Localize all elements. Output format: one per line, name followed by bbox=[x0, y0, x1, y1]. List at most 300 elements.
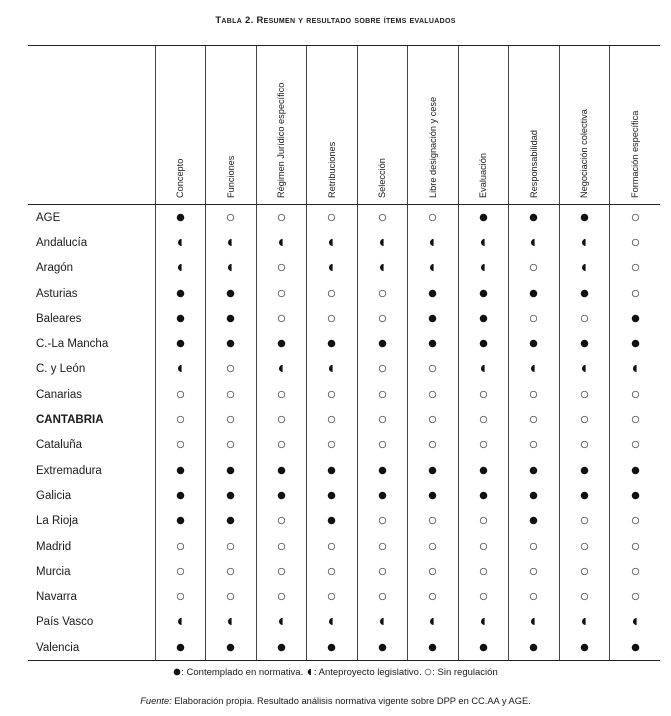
column-header bbox=[206, 46, 257, 205]
status-cell bbox=[610, 230, 661, 255]
full-circle-icon bbox=[226, 462, 235, 471]
status-cell bbox=[155, 610, 206, 635]
empty-circle-icon bbox=[580, 588, 589, 597]
table-row bbox=[28, 407, 660, 432]
status-cell bbox=[357, 357, 408, 382]
status-cell bbox=[610, 635, 661, 661]
legend bbox=[0, 667, 671, 678]
empty-circle-icon bbox=[428, 512, 437, 521]
row-label: Murcia bbox=[36, 565, 71, 578]
empty-circle-icon bbox=[631, 512, 640, 521]
status-cell bbox=[256, 584, 307, 609]
status-cell bbox=[408, 509, 459, 534]
status-cell bbox=[155, 433, 206, 458]
status-cell bbox=[206, 584, 257, 609]
table-row bbox=[28, 610, 660, 635]
full-circle-icon bbox=[529, 512, 538, 521]
empty-circle-icon bbox=[428, 588, 437, 597]
empty-circle-icon bbox=[277, 386, 286, 395]
status-cell bbox=[458, 635, 509, 661]
status-cell bbox=[155, 559, 206, 584]
empty-circle-icon bbox=[479, 538, 488, 547]
column-header-label: Formación específica bbox=[630, 110, 640, 198]
empty-circle-icon bbox=[378, 588, 387, 597]
status-cell bbox=[206, 534, 257, 559]
empty-circle-icon bbox=[378, 285, 387, 294]
empty-circle-icon bbox=[631, 436, 640, 445]
half-circle-icon bbox=[226, 234, 235, 243]
status-cell bbox=[357, 230, 408, 255]
legend-half-mark bbox=[306, 668, 314, 676]
half-circle-icon bbox=[580, 613, 589, 622]
status-cell bbox=[458, 509, 509, 534]
status-cell bbox=[155, 509, 206, 534]
table-row bbox=[28, 281, 660, 306]
empty-circle-icon bbox=[378, 563, 387, 572]
status-cell bbox=[408, 483, 459, 508]
column-header bbox=[155, 46, 206, 205]
status-cell bbox=[357, 407, 408, 432]
status-cell bbox=[206, 433, 257, 458]
status-cell bbox=[509, 382, 560, 407]
table-row bbox=[28, 635, 660, 661]
half-circle-icon bbox=[277, 234, 286, 243]
half-circle-icon bbox=[176, 259, 185, 268]
empty-circle-icon bbox=[428, 563, 437, 572]
row-label: Baleares bbox=[36, 312, 82, 325]
empty-circle-icon bbox=[378, 310, 387, 319]
table-row bbox=[28, 559, 660, 584]
status-cell bbox=[155, 281, 206, 306]
status-cell bbox=[256, 635, 307, 661]
empty-circle-icon bbox=[226, 209, 235, 218]
status-cell bbox=[509, 205, 560, 231]
full-circle-icon bbox=[176, 335, 185, 344]
empty-circle-icon bbox=[580, 310, 589, 319]
status-cell bbox=[458, 230, 509, 255]
status-cell bbox=[559, 306, 610, 331]
half-circle-icon bbox=[428, 613, 437, 622]
full-circle-icon bbox=[428, 310, 437, 319]
status-cell bbox=[610, 331, 661, 356]
empty-circle-icon bbox=[428, 436, 437, 445]
status-cell bbox=[357, 382, 408, 407]
status-cell bbox=[610, 584, 661, 609]
column-header bbox=[408, 46, 459, 205]
half-circle-icon bbox=[327, 613, 336, 622]
status-cell bbox=[256, 559, 307, 584]
full-circle-icon bbox=[226, 512, 235, 521]
status-cell bbox=[256, 458, 307, 483]
status-cell bbox=[509, 357, 560, 382]
status-cell bbox=[357, 331, 408, 356]
empty-circle-icon bbox=[327, 411, 336, 420]
half-circle-icon bbox=[176, 234, 185, 243]
status-cell bbox=[357, 509, 408, 534]
row-label: La Rioja bbox=[36, 515, 79, 528]
row-label: CANTABRIA bbox=[36, 414, 104, 427]
status-cell bbox=[458, 584, 509, 609]
empty-circle-icon bbox=[428, 360, 437, 369]
full-circle-icon bbox=[479, 335, 488, 344]
status-cell bbox=[610, 306, 661, 331]
status-cell bbox=[206, 230, 257, 255]
column-header-label: Selección bbox=[377, 158, 388, 198]
status-cell bbox=[559, 357, 610, 382]
status-cell bbox=[610, 357, 661, 382]
status-cell bbox=[458, 458, 509, 483]
status-cell bbox=[559, 256, 610, 281]
half-circle-icon bbox=[631, 613, 640, 622]
full-circle-icon bbox=[529, 209, 538, 218]
row-label: Aragón bbox=[36, 262, 74, 275]
empty-circle-icon bbox=[580, 512, 589, 521]
full-circle-icon bbox=[327, 512, 336, 521]
empty-circle-icon bbox=[529, 411, 538, 420]
status-cell bbox=[256, 256, 307, 281]
empty-circle-icon bbox=[529, 538, 538, 547]
status-cell bbox=[206, 331, 257, 356]
full-circle-icon bbox=[529, 639, 538, 648]
empty-circle-icon bbox=[580, 411, 589, 420]
empty-circle-icon bbox=[277, 285, 286, 294]
status-cell bbox=[559, 281, 610, 306]
column-header bbox=[256, 46, 307, 205]
status-cell bbox=[408, 433, 459, 458]
empty-circle-icon bbox=[176, 563, 185, 572]
status-cell bbox=[155, 458, 206, 483]
status-cell bbox=[458, 205, 509, 231]
status-cell bbox=[307, 483, 358, 508]
full-circle-icon bbox=[327, 335, 336, 344]
empty-circle-icon bbox=[428, 538, 437, 547]
status-cell bbox=[307, 357, 358, 382]
status-cell bbox=[408, 382, 459, 407]
status-cell bbox=[509, 610, 560, 635]
empty-circle-icon bbox=[378, 386, 387, 395]
status-cell bbox=[559, 483, 610, 508]
empty-circle-icon bbox=[631, 411, 640, 420]
status-cell bbox=[206, 205, 257, 231]
full-circle-icon bbox=[428, 639, 437, 648]
empty-circle-icon bbox=[226, 386, 235, 395]
source-label: Fuente: bbox=[140, 696, 172, 706]
full-circle-icon bbox=[277, 335, 286, 344]
status-cell bbox=[256, 483, 307, 508]
status-cell bbox=[307, 205, 358, 231]
status-cell bbox=[357, 483, 408, 508]
status-cell bbox=[408, 256, 459, 281]
status-cell bbox=[408, 534, 459, 559]
full-circle-icon bbox=[176, 639, 185, 648]
status-cell bbox=[610, 256, 661, 281]
empty-circle-icon bbox=[529, 386, 538, 395]
column-header-label: Régimen Jurídico específico bbox=[276, 82, 287, 198]
summary-table bbox=[28, 45, 660, 661]
status-cell bbox=[307, 458, 358, 483]
column-header bbox=[610, 46, 661, 205]
status-cell bbox=[357, 458, 408, 483]
status-cell bbox=[307, 610, 358, 635]
status-cell bbox=[307, 407, 358, 432]
half-circle-icon bbox=[226, 613, 235, 622]
row-label: Madrid bbox=[36, 540, 72, 553]
empty-circle-icon bbox=[327, 563, 336, 572]
legend-empty-label: : Sin regulación bbox=[432, 667, 498, 678]
status-cell bbox=[357, 534, 408, 559]
column-header-label: Evaluación bbox=[478, 153, 489, 198]
half-circle-icon bbox=[479, 259, 488, 268]
table-row bbox=[28, 256, 660, 281]
full-circle-icon bbox=[327, 639, 336, 648]
empty-circle-icon bbox=[327, 386, 336, 395]
status-cell bbox=[458, 357, 509, 382]
full-circle-icon bbox=[529, 335, 538, 344]
full-circle-icon bbox=[631, 335, 640, 344]
empty-circle-icon bbox=[176, 386, 185, 395]
empty-circle-icon bbox=[631, 386, 640, 395]
status-cell bbox=[559, 205, 610, 231]
half-circle-icon bbox=[479, 613, 488, 622]
full-circle-icon bbox=[479, 487, 488, 496]
half-circle-icon bbox=[529, 360, 538, 369]
status-cell bbox=[206, 407, 257, 432]
table-row bbox=[28, 534, 660, 559]
status-cell bbox=[458, 331, 509, 356]
status-cell bbox=[256, 205, 307, 231]
full-circle-icon bbox=[580, 639, 589, 648]
status-cell bbox=[610, 509, 661, 534]
empty-circle-icon bbox=[277, 259, 286, 268]
header-row bbox=[28, 46, 660, 205]
full-circle-icon bbox=[580, 462, 589, 471]
empty-circle-icon bbox=[631, 234, 640, 243]
status-cell bbox=[357, 281, 408, 306]
status-cell bbox=[610, 534, 661, 559]
empty-circle-icon bbox=[226, 588, 235, 597]
row-label: Asturias bbox=[36, 287, 78, 300]
empty-circle-icon bbox=[176, 588, 185, 597]
status-cell bbox=[559, 584, 610, 609]
status-cell bbox=[357, 584, 408, 609]
full-circle-icon bbox=[176, 462, 185, 471]
status-cell bbox=[610, 205, 661, 231]
status-cell bbox=[155, 584, 206, 609]
full-circle-icon bbox=[226, 487, 235, 496]
empty-circle-icon bbox=[428, 386, 437, 395]
empty-circle-icon bbox=[226, 563, 235, 572]
full-circle-icon bbox=[631, 639, 640, 648]
status-cell bbox=[408, 458, 459, 483]
half-circle-icon bbox=[580, 234, 589, 243]
status-cell bbox=[559, 635, 610, 661]
status-cell bbox=[206, 256, 257, 281]
empty-circle-icon bbox=[479, 436, 488, 445]
column-header-label: Negociación colectiva bbox=[579, 109, 590, 198]
full-circle-icon bbox=[580, 487, 589, 496]
column-header bbox=[509, 46, 560, 205]
status-cell bbox=[256, 281, 307, 306]
row-label: C. y León bbox=[36, 363, 86, 376]
status-cell bbox=[307, 534, 358, 559]
full-circle-icon bbox=[428, 487, 437, 496]
full-circle-icon bbox=[176, 487, 185, 496]
column-header-label: Funciones bbox=[225, 155, 236, 198]
empty-circle-icon bbox=[176, 436, 185, 445]
status-cell bbox=[155, 382, 206, 407]
full-circle-icon bbox=[226, 285, 235, 294]
table-row bbox=[28, 205, 660, 231]
full-circle-icon bbox=[378, 462, 387, 471]
table-body bbox=[28, 205, 660, 661]
empty-circle-icon bbox=[277, 411, 286, 420]
empty-circle-icon bbox=[277, 310, 286, 319]
status-cell bbox=[559, 433, 610, 458]
empty-circle-icon bbox=[631, 259, 640, 268]
status-cell bbox=[357, 559, 408, 584]
status-cell bbox=[408, 205, 459, 231]
status-cell bbox=[307, 635, 358, 661]
full-circle-icon bbox=[479, 310, 488, 319]
empty-circle-icon bbox=[176, 411, 185, 420]
full-circle-icon bbox=[226, 335, 235, 344]
full-circle-icon bbox=[378, 639, 387, 648]
full-circle-icon bbox=[580, 285, 589, 294]
status-cell bbox=[610, 281, 661, 306]
status-cell bbox=[206, 509, 257, 534]
column-header bbox=[559, 46, 610, 205]
empty-circle-icon bbox=[631, 209, 640, 218]
status-cell bbox=[307, 281, 358, 306]
row-label: AGE bbox=[36, 211, 61, 224]
status-cell bbox=[509, 483, 560, 508]
empty-circle-icon bbox=[580, 563, 589, 572]
row-label: Navarra bbox=[36, 591, 77, 604]
empty-circle-icon bbox=[327, 209, 336, 218]
status-cell bbox=[559, 458, 610, 483]
status-cell bbox=[458, 407, 509, 432]
empty-circle-icon bbox=[428, 411, 437, 420]
status-cell bbox=[307, 256, 358, 281]
status-cell bbox=[357, 205, 408, 231]
table-title: Tabla 2. Resumen y resultado sobre ítems evaluados bbox=[215, 15, 456, 26]
empty-circle-icon bbox=[529, 259, 538, 268]
status-cell bbox=[408, 610, 459, 635]
status-cell bbox=[458, 559, 509, 584]
status-cell bbox=[256, 433, 307, 458]
full-circle-icon bbox=[479, 462, 488, 471]
status-cell bbox=[509, 256, 560, 281]
full-circle-icon bbox=[631, 487, 640, 496]
status-cell bbox=[559, 382, 610, 407]
empty-circle-icon bbox=[378, 411, 387, 420]
table-row bbox=[28, 483, 660, 508]
status-cell bbox=[509, 584, 560, 609]
status-cell bbox=[408, 407, 459, 432]
empty-circle-icon bbox=[226, 436, 235, 445]
empty-circle-icon bbox=[529, 436, 538, 445]
status-cell bbox=[458, 256, 509, 281]
status-cell bbox=[155, 635, 206, 661]
half-circle-icon bbox=[580, 360, 589, 369]
status-cell bbox=[509, 407, 560, 432]
empty-circle-icon bbox=[580, 538, 589, 547]
status-cell bbox=[458, 382, 509, 407]
empty-circle-icon bbox=[378, 209, 387, 218]
full-circle-icon bbox=[226, 310, 235, 319]
status-cell bbox=[256, 331, 307, 356]
row-label: País Vasco bbox=[36, 616, 94, 629]
empty-circle-icon bbox=[529, 563, 538, 572]
status-cell bbox=[307, 559, 358, 584]
legend-half-label: : Anteproyecto legislativo. bbox=[313, 667, 422, 678]
full-circle-icon bbox=[428, 285, 437, 294]
half-circle-icon bbox=[378, 613, 387, 622]
full-circle-icon bbox=[226, 639, 235, 648]
status-cell bbox=[357, 306, 408, 331]
status-cell bbox=[155, 256, 206, 281]
full-circle-icon bbox=[529, 487, 538, 496]
full-circle-icon bbox=[529, 285, 538, 294]
full-circle-icon bbox=[176, 310, 185, 319]
status-cell bbox=[509, 559, 560, 584]
table-row bbox=[28, 306, 660, 331]
status-cell bbox=[610, 382, 661, 407]
empty-circle-icon bbox=[277, 209, 286, 218]
header-corner bbox=[28, 46, 155, 205]
empty-circle-icon bbox=[631, 285, 640, 294]
status-cell bbox=[559, 331, 610, 356]
status-cell bbox=[509, 534, 560, 559]
half-circle-icon bbox=[428, 259, 437, 268]
status-cell bbox=[559, 407, 610, 432]
status-cell bbox=[610, 407, 661, 432]
empty-circle-icon bbox=[580, 436, 589, 445]
status-cell bbox=[307, 230, 358, 255]
status-cell bbox=[206, 635, 257, 661]
status-cell bbox=[509, 433, 560, 458]
status-cell bbox=[155, 205, 206, 231]
half-circle-icon bbox=[327, 259, 336, 268]
full-circle-icon bbox=[327, 487, 336, 496]
table-row bbox=[28, 230, 660, 255]
status-cell bbox=[307, 306, 358, 331]
table-row bbox=[28, 584, 660, 609]
empty-circle-icon bbox=[327, 538, 336, 547]
status-cell bbox=[155, 534, 206, 559]
full-circle-icon bbox=[529, 462, 538, 471]
empty-circle-icon bbox=[327, 436, 336, 445]
status-cell bbox=[509, 458, 560, 483]
status-cell bbox=[256, 382, 307, 407]
empty-circle-icon bbox=[277, 563, 286, 572]
status-cell bbox=[458, 306, 509, 331]
status-cell bbox=[155, 230, 206, 255]
row-label: Galicia bbox=[36, 489, 72, 502]
status-cell bbox=[559, 230, 610, 255]
table-row bbox=[28, 458, 660, 483]
row-label: Andalucía bbox=[36, 236, 88, 249]
status-cell bbox=[509, 331, 560, 356]
status-cell bbox=[610, 458, 661, 483]
empty-circle-icon bbox=[226, 411, 235, 420]
table-row bbox=[28, 382, 660, 407]
status-cell bbox=[357, 610, 408, 635]
column-header-label: Libre designación y cese bbox=[427, 96, 438, 198]
status-cell bbox=[559, 509, 610, 534]
status-cell bbox=[256, 534, 307, 559]
status-cell bbox=[458, 610, 509, 635]
